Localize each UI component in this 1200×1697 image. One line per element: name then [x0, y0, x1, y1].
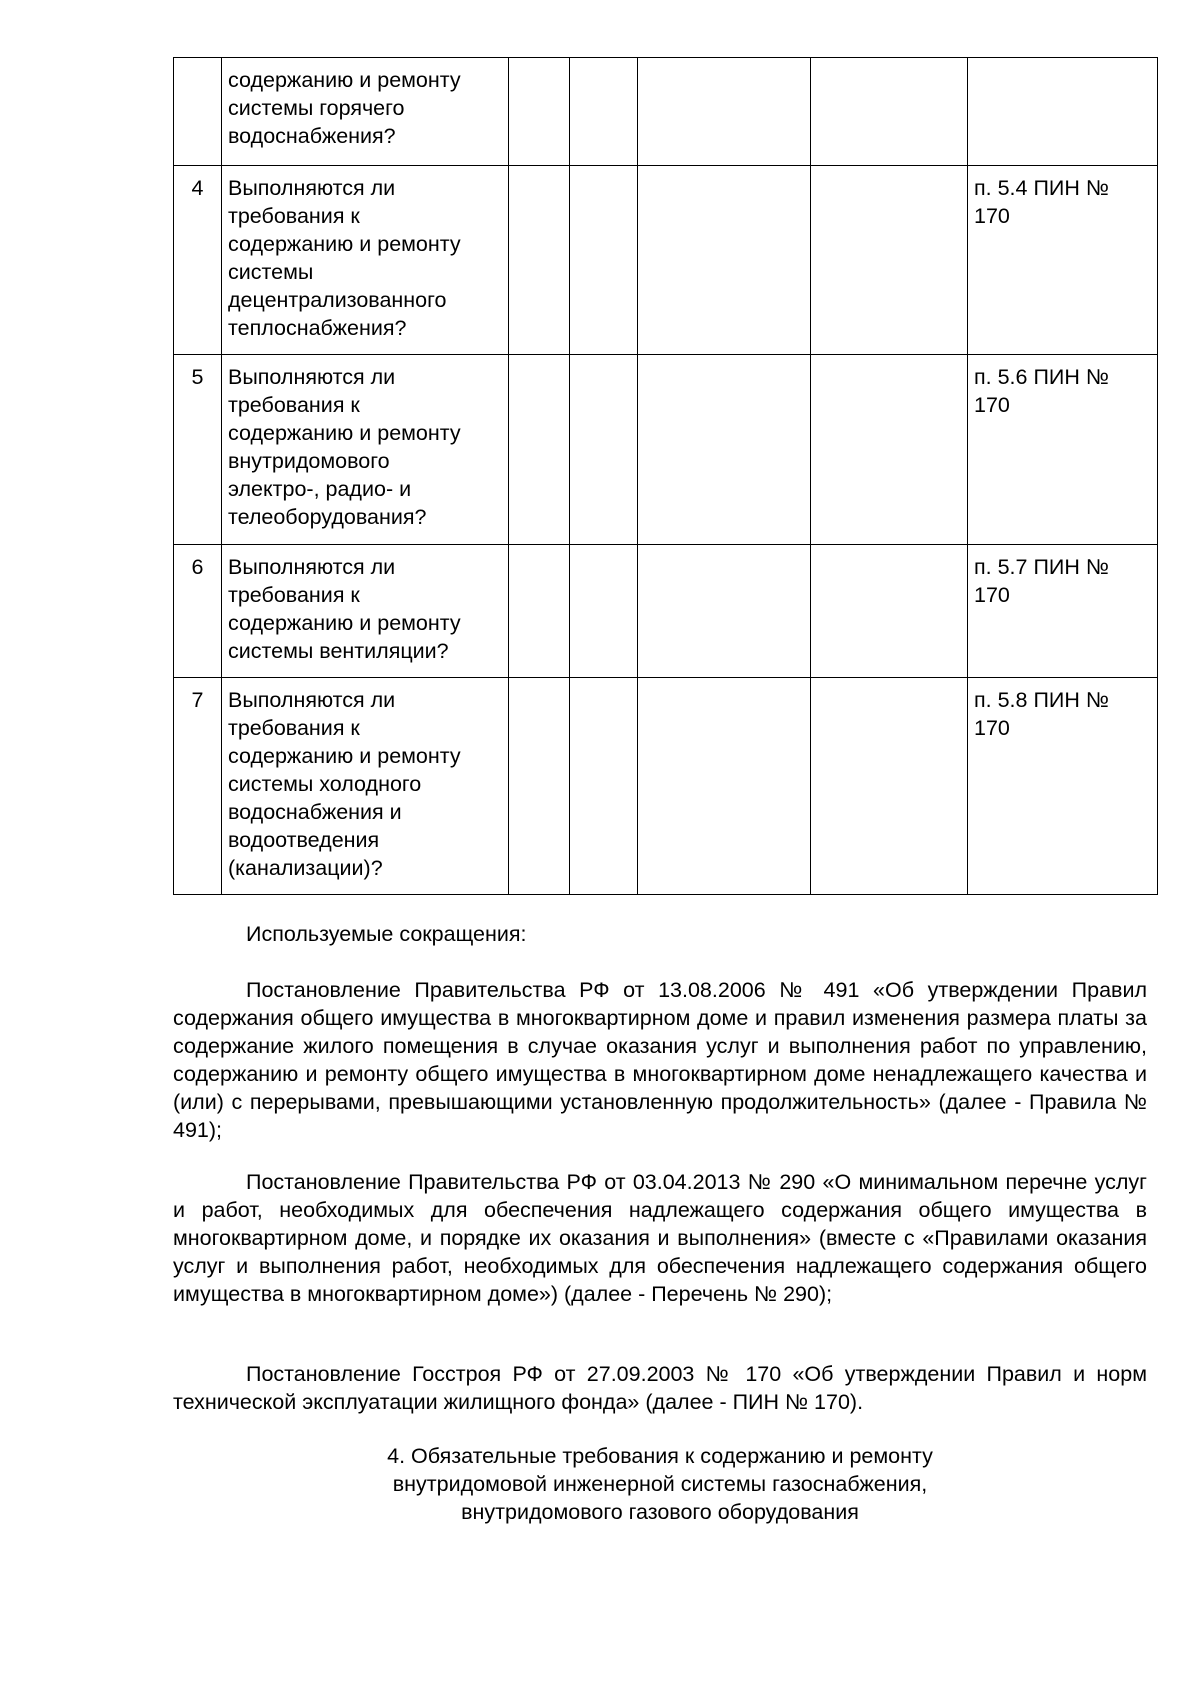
- reference-cell: п. 5.8 ПИН № 170: [968, 678, 1158, 895]
- abbreviation-paragraph: Постановление Правительства РФ от 03.04.2013 № 290 «О минимальном перечне услуг и работ, необходимых для обеспечения надлежащего содержания общего имущества в многоквартирном доме, и порядке их оказания и выполнения» (вместе с «Правилами оказания услуг и выполнения работ, необходимых для обеспечения надлежащего содержания общего имущества в многоквартирном доме») (далее - Перечень № 290);: [173, 1170, 1147, 1306]
- comment-cell: [811, 58, 968, 166]
- answer-yes-cell: [509, 58, 570, 166]
- comment-cell: [811, 166, 968, 355]
- abbreviations-title: Используемые сокращения:: [246, 922, 527, 946]
- reference-cell: п. 5.4 ПИН № 170: [968, 166, 1158, 355]
- table-row: [174, 545, 1158, 678]
- answer-yes-cell: [509, 545, 570, 678]
- abbreviation-paragraph: Постановление Правительства РФ от 13.08.2006 № 491 «Об утверждении Правил содержания общего имущества в многоквартирном доме и правил изменения размера платы за содержание жилого помещения в случае оказания услуг и выполнения работ по управлению, содержанию и ремонту общего имущества в многоквартирном доме ненадлежащего качества и (или) с перерывами, превышающими установленную продолжительность» (далее - Правила № 491);: [173, 978, 1147, 1142]
- question-cell: Выполняются ли требования к содержанию и ремонту системы вентиляции?: [222, 545, 509, 678]
- question-cell: Выполняются ли требования к содержанию и ремонту внутридомового электро-, радио- и телеоборудования?: [222, 355, 509, 545]
- section-heading: 4. Обязательные требования к содержанию и ремонту внутридомовой инженерной системы газоснабжения, внутридомового газового оборудования: [387, 1444, 933, 1524]
- table-row: [174, 678, 1158, 895]
- answer-no-cell: [570, 545, 638, 678]
- row-number-cell: [174, 58, 222, 166]
- table-row: [174, 58, 1158, 166]
- abbreviation-paragraph: Постановление Госстроя РФ от 27.09.2003 № 170 «Об утверждении Правил и норм технической эксплуатации жилищного фонда» (далее - ПИН № 170).: [173, 1362, 1147, 1414]
- answer-yes-cell: [509, 166, 570, 355]
- answer-yes-cell: [509, 355, 570, 545]
- question-cell: Выполняются ли требования к содержанию и ремонту системы холодного водоснабжения и водоотведения (канализации)?: [222, 678, 509, 895]
- answer-na-cell: [638, 58, 811, 166]
- answer-yes-cell: [509, 678, 570, 895]
- reference-cell: п. 5.7 ПИН № 170: [968, 545, 1158, 678]
- table-row: [174, 355, 1158, 545]
- row-number-cell: 4: [174, 166, 222, 355]
- answer-no-cell: [570, 355, 638, 545]
- answer-no-cell: [570, 166, 638, 355]
- row-number-cell: 7: [174, 678, 222, 895]
- question-cell: Выполняются ли требования к содержанию и ремонту системы децентрализованного теплоснабжения?: [222, 166, 509, 355]
- table-row: [174, 166, 1158, 355]
- comment-cell: [811, 678, 968, 895]
- checklist-table: [173, 57, 1158, 895]
- answer-no-cell: [570, 58, 638, 166]
- answer-na-cell: [638, 166, 811, 355]
- row-number-cell: 6: [174, 545, 222, 678]
- answer-na-cell: [638, 678, 811, 895]
- row-number-cell: 5: [174, 355, 222, 545]
- comment-cell: [811, 355, 968, 545]
- reference-cell: п. 5.6 ПИН № 170: [968, 355, 1158, 545]
- answer-na-cell: [638, 355, 811, 545]
- answer-na-cell: [638, 545, 811, 678]
- answer-no-cell: [570, 678, 638, 895]
- comment-cell: [811, 545, 968, 678]
- question-cell: содержанию и ремонту системы горячего водоснабжения?: [222, 58, 509, 166]
- reference-cell: [968, 58, 1158, 166]
